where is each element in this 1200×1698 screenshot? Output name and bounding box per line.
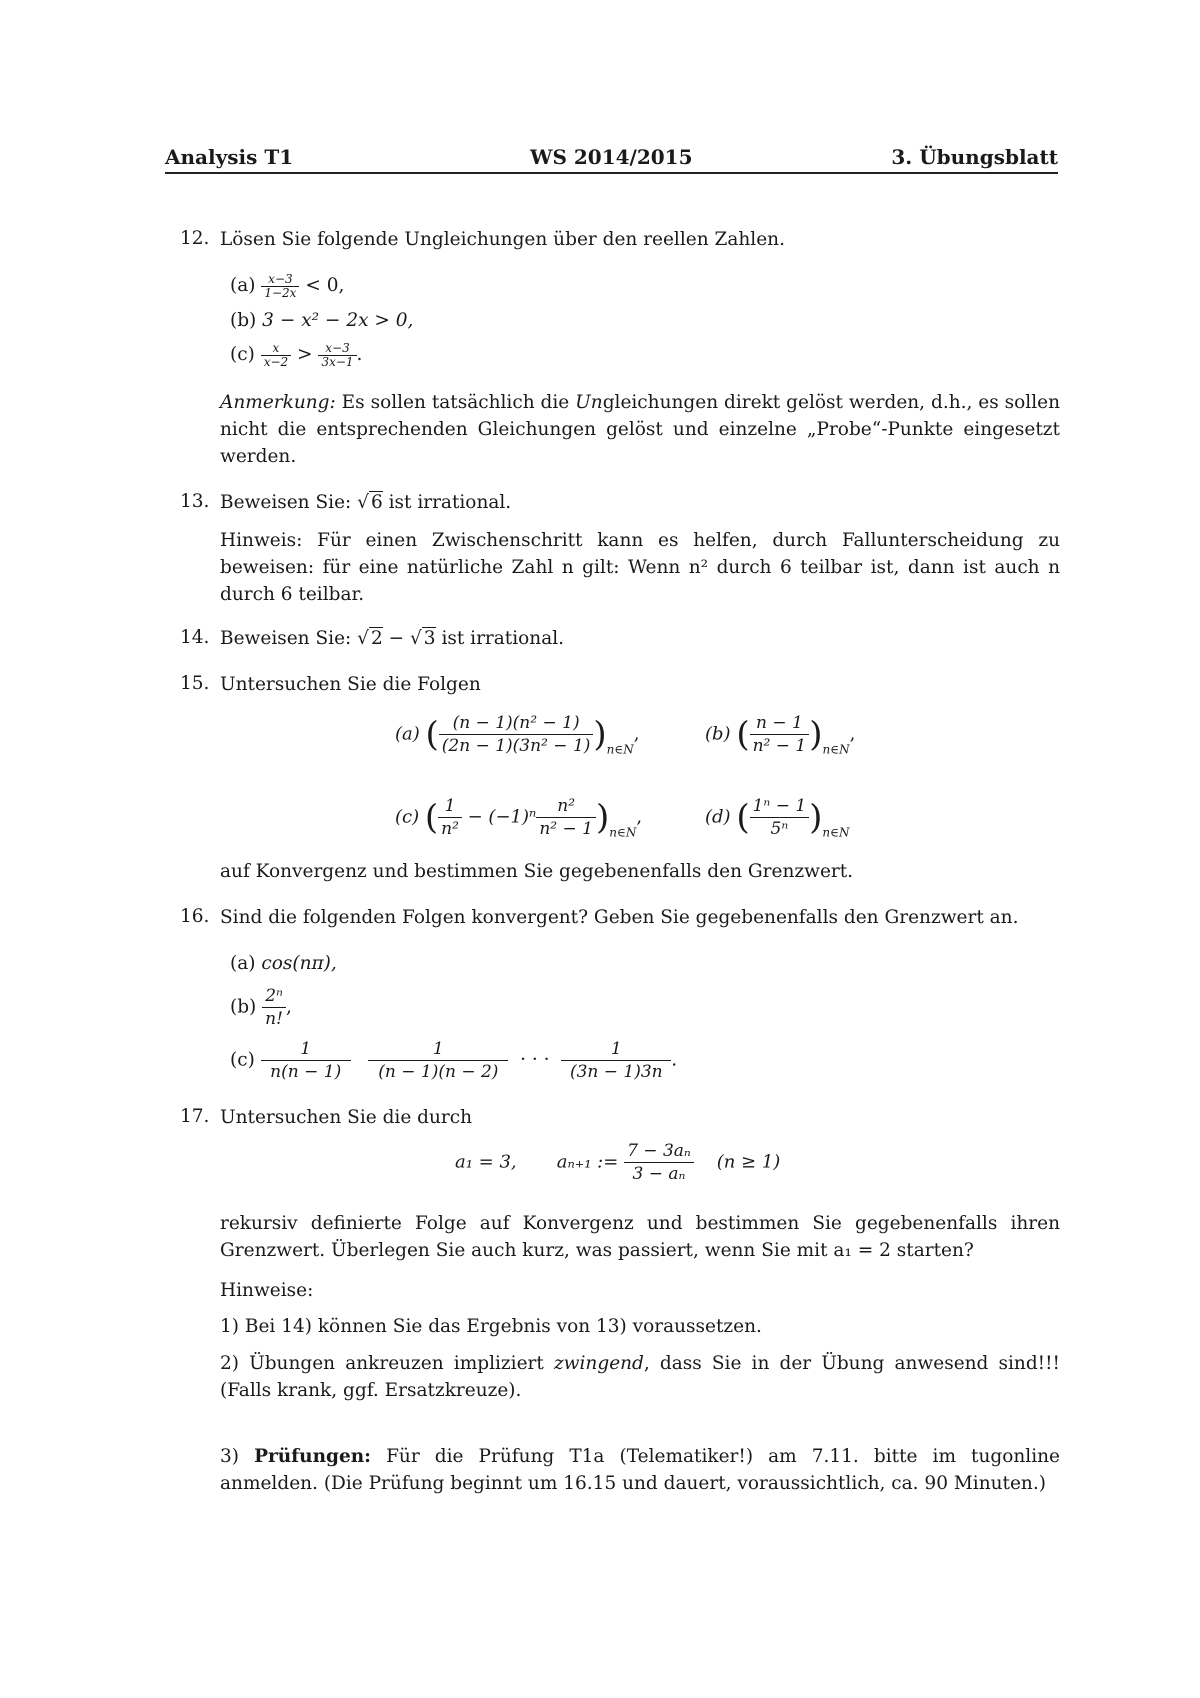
fraction [368, 1038, 508, 1083]
exercise-16-number: 16. [180, 906, 210, 927]
exercise-13-number: 13. [180, 491, 210, 512]
fraction [261, 342, 291, 369]
exercise-16-c [230, 1038, 677, 1083]
exercise-17-number: 17. [180, 1106, 210, 1127]
numerator: x−3 [318, 342, 356, 356]
radicand: 2 [370, 628, 383, 649]
item-label: (c) [230, 344, 255, 365]
page-header [165, 145, 1058, 173]
denominator: n(n − 1) [270, 1062, 342, 1082]
text: Für die Prüfung T1a (Telematiker!) am 7.11. bitte im tugonline anmelden. (Die Prüfung beginnt um 16.15 und dauert, voraussichtlich, ca. 90 Minuten.) [220, 1446, 1060, 1494]
exercise-16-b [230, 985, 292, 1030]
denominator: 3x−1 [321, 354, 354, 369]
sequence-b: (b) ( $\frac{n - 1}{\text{n² − 1}}$ )$_{n\in N}$, [705, 713, 856, 757]
fraction [261, 1038, 351, 1083]
denominator: (n − 1)(n − 2) [378, 1062, 499, 1082]
exercise-12-text: Lösen Sie folgende Ungleichungen über den reellen Zahlen. [220, 229, 785, 250]
exercise-15-after: auf Konvergenz und bestimmen Sie gegebenenfalls den Grenzwert. [220, 861, 854, 882]
fraction [318, 342, 356, 369]
separator: , [849, 723, 856, 745]
text: Beweisen Sie: [220, 628, 358, 649]
note-text: Es sollen tatsächlich die [335, 392, 576, 413]
separator: , [633, 723, 640, 745]
item-label: (a) [230, 953, 256, 974]
denominator: x−2 [263, 354, 289, 369]
item-label: (b) [230, 310, 257, 331]
numerator: x [261, 342, 291, 356]
item-label: (a) [395, 723, 420, 745]
item-label: (d) [705, 806, 731, 828]
punctuation: . [671, 1049, 678, 1071]
numerator: 1 [368, 1038, 508, 1061]
hint-1: 1) Bei 14) können Sie das Ergebnis von 13) voraussetzen. [220, 1316, 762, 1337]
sequence-a: (a) ( $\frac{\text{(n − 1)(n² − 1)}}{\text{(2n − 1)(3n² − 1)}}$ )$_{n\in N}$, [395, 713, 640, 757]
numerator: 1ⁿ − 1 [750, 795, 810, 818]
exercise-12-a [230, 272, 344, 300]
punctuation: , [285, 996, 292, 1018]
item-label: (a) [230, 275, 256, 296]
denominator: (2n − 1)(3n² − 1) [441, 736, 591, 756]
operator: − [382, 628, 410, 649]
item-label: (c) [230, 1049, 255, 1071]
numerator: 7 − 3aₙ [624, 1140, 694, 1163]
fraction [561, 1038, 671, 1083]
numerator: 1 [438, 795, 462, 818]
denominator: 5ⁿ [770, 819, 789, 839]
exercise-15-text: Untersuchen Sie die Folgen [220, 674, 481, 695]
note-emphasis: Un [575, 392, 603, 413]
numerator: x−3 [261, 273, 299, 287]
text: ist irrational. [382, 492, 512, 513]
note-label: Anmerkung: [220, 392, 336, 413]
exercise-14-number: 14. [180, 627, 210, 648]
inequality: 3 − x² − 2x > 0, [262, 310, 414, 331]
item-label: (b) [705, 723, 731, 745]
sheet-number: 3. Übungsblatt [891, 145, 1058, 169]
text: 3) [220, 1446, 255, 1467]
denominator: n! [265, 1009, 283, 1029]
hints-title: Hinweise: [220, 1280, 314, 1301]
numerator: n² [536, 795, 596, 818]
semester-label: WS 2014/2015 [530, 145, 693, 169]
fraction [262, 985, 286, 1030]
header-rule [165, 172, 1058, 174]
denominator: (3n − 1)3n [569, 1062, 663, 1082]
recursion-lhs: aₙ₊₁ := [556, 1151, 619, 1173]
exercise-15-number: 15. [180, 673, 210, 694]
numerator: 1 [261, 1038, 351, 1061]
exercise-16-a [230, 950, 337, 977]
denominator: n² − 1 [752, 736, 807, 756]
denominator: 3 − aₙ [632, 1164, 686, 1184]
exercise-17-after: rekursiv definierte Folge auf Konvergenz und bestimmen Sie gegebenenfalls ihren Grenzwert. Überlegen Sie auch kurz, was passiert, wenn Sie mit a₁ = 2 starten? [220, 1213, 1060, 1261]
fraction [750, 795, 810, 840]
radicand: 6 [370, 492, 383, 513]
exercise-13-hint: Hinweis: Für einen Zwischenschritt kann es helfen, durch Fallunterscheidung zu beweisen: für eine natürliche Zahl n gilt: Wenn n² durch 6 teilbar ist, dann ist auch n durch 6 teilbar. [220, 530, 1060, 605]
note-text: gleichungen direkt gelöst werden, d.h., es sollen nicht die entsprechenden Gleichungen gelöst und einzelne „Probe“-Punkte eingesetzt werden. [220, 392, 1060, 467]
hint-3 [220, 1443, 1060, 1497]
exercise-14-text: Beweisen Sie: √ 2 − √ 3 ist irrational. [220, 628, 565, 649]
initial-value: a₁ = 3, [455, 1151, 517, 1173]
radicand: 3 [423, 628, 436, 649]
emphasis: zwingend [553, 1353, 644, 1374]
index-set: n∈N [609, 825, 637, 840]
separator: , [636, 806, 643, 828]
exercise-16-text: Sind die folgenden Folgen konvergent? Geben Sie gegebenenfalls den Grenzwert an. [220, 907, 1019, 928]
numerator: (n − 1)(n² − 1) [439, 712, 594, 735]
exercise-12-b [230, 307, 413, 334]
greater-sign: > [297, 344, 313, 365]
fraction [624, 1140, 694, 1185]
text: 2) Übungen ankreuzen impliziert [220, 1353, 554, 1374]
fraction [438, 795, 462, 840]
denominator: n² − 1 [539, 819, 593, 839]
index-set: n∈N [822, 742, 850, 757]
numerator: 1 [561, 1038, 671, 1061]
sequence-c: (c) ( $\frac{1}{\text{n²}}$ − (−1)ⁿ $\frac{\text{n²}}{\text{n² − 1}}$ )$_{n\in N}$, [395, 796, 643, 840]
item-label: (b) [230, 996, 257, 1018]
exercise-12-number: 12. [180, 228, 210, 249]
fraction [750, 712, 810, 757]
index-set: n∈N [822, 825, 850, 840]
inequality-rest: < 0, [305, 275, 345, 296]
ellipsis: · · · [520, 1049, 550, 1071]
bold-label: Prüfungen: [254, 1446, 372, 1467]
expression: cos(nπ), [261, 953, 337, 974]
text: ist irrational. [435, 628, 565, 649]
exercise-12-note [220, 389, 1060, 470]
text: Beweisen Sie: [220, 492, 358, 513]
condition: (n ≥ 1) [716, 1151, 781, 1173]
numerator: n − 1 [750, 712, 810, 735]
term: − (−1)ⁿ [461, 806, 537, 828]
index-set: n∈N [606, 742, 634, 757]
recursion-formula [455, 1140, 780, 1185]
punctuation: . [356, 344, 363, 365]
fraction [261, 273, 299, 300]
sequence-d: (d) ( $\frac{\text{1ⁿ − 1}}{\text{5ⁿ}}$ )$_{n\in N}$ [705, 796, 850, 840]
item-label: (c) [395, 806, 420, 828]
numerator: 2ⁿ [262, 985, 286, 1008]
denominator: n² [441, 819, 459, 839]
text: , dass Sie in der Übung anwesend sind!!! (Falls krank, ggf. Ersatzkreuze). [220, 1353, 1060, 1401]
fraction [536, 795, 596, 840]
exercise-17-text: Untersuchen Sie die durch [220, 1107, 473, 1128]
exercise-13-text: Beweisen Sie: √ 6 ist irrational. [220, 492, 512, 513]
denominator: 1−2x [264, 285, 297, 300]
fraction [439, 712, 594, 757]
hint-2 [220, 1350, 1060, 1404]
course-title: Analysis T1 [165, 145, 294, 169]
exercise-12-c [230, 341, 362, 369]
